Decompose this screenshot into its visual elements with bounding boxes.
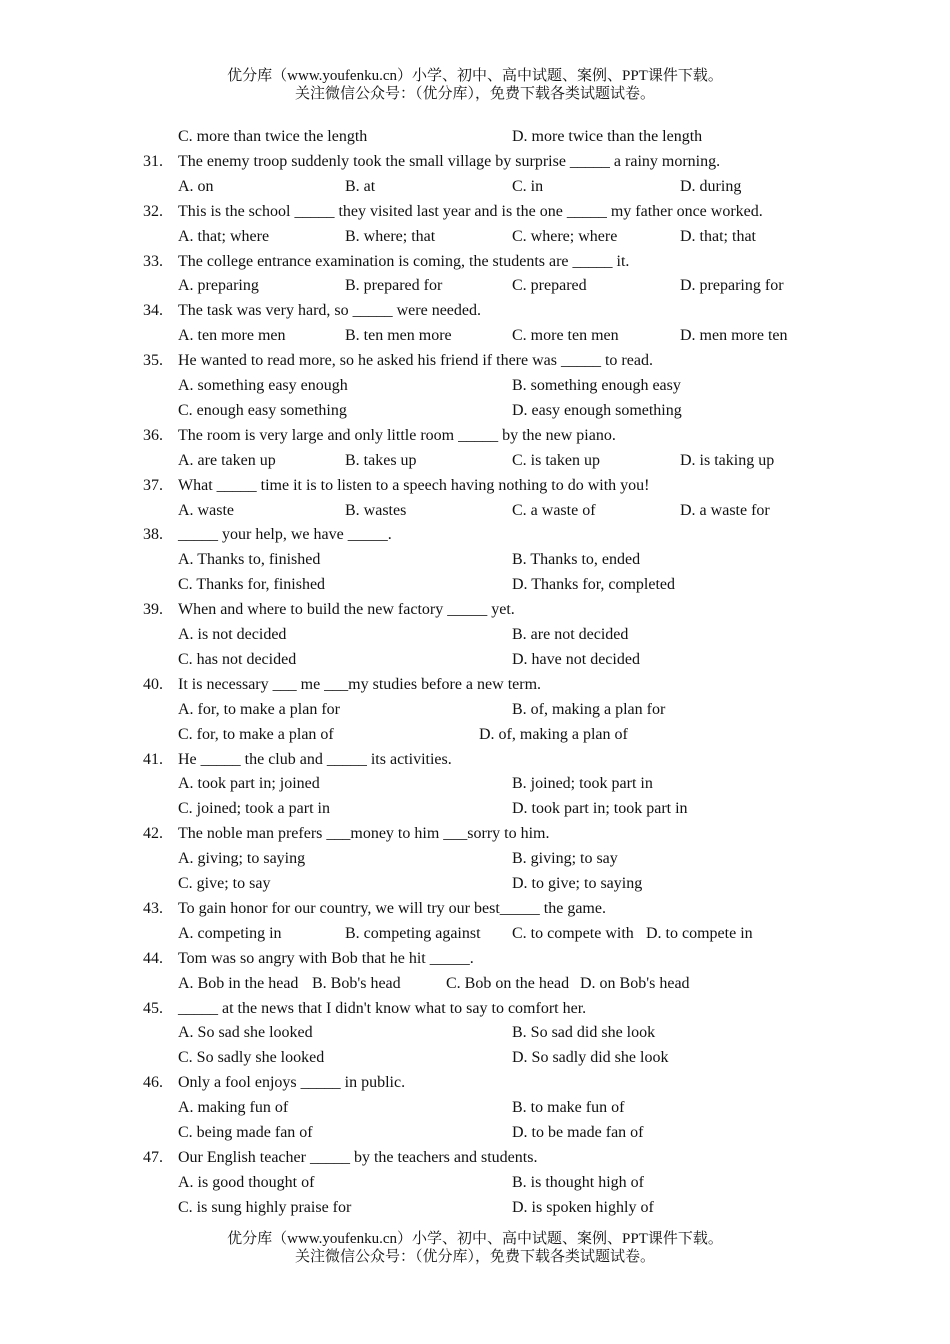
- footer-line-2: 关注微信公众号：（优分库），免费下载各类试题试卷。: [294, 1249, 655, 1265]
- question-number: 46.: [143, 1074, 163, 1092]
- question-text: Only a fool enjoys _____ in public.: [178, 1074, 406, 1092]
- answer-option: B. takes up: [345, 451, 417, 469]
- answer-option: C. joined; took a part in: [178, 800, 330, 818]
- options-row: [0, 498, 950, 523]
- options-row: [0, 224, 950, 249]
- question-row: [0, 298, 950, 323]
- options-row: [0, 1170, 950, 1195]
- options-row: [0, 647, 950, 672]
- question-number: 42.: [143, 825, 163, 843]
- answer-option: D. have not decided: [512, 650, 640, 668]
- answer-option: B. something enough easy: [512, 377, 681, 394]
- answer-option: A. for, to make a plan for: [178, 700, 340, 718]
- answer-option: A. competing in: [178, 924, 282, 942]
- question-text: He _____ the club and _____ its activities.: [178, 750, 452, 768]
- answer-option: B. Thanks to, ended: [512, 551, 641, 569]
- options-row: [0, 448, 950, 473]
- answer-option: D. Thanks for, completed: [512, 576, 676, 594]
- answer-option: A. So sad she looked: [178, 1024, 313, 1042]
- answer-option: A. preparing: [178, 277, 259, 295]
- question-text: The room is very large and only little room _____ by the new piano.: [178, 426, 616, 444]
- answer-option: C. is taken up: [512, 451, 600, 469]
- question-number: 41.: [143, 750, 163, 768]
- answer-option: B. to make fun of: [512, 1099, 625, 1117]
- question-row: [0, 473, 950, 498]
- answer-option: B. ten men more: [345, 327, 452, 345]
- answer-option: D. a waste for: [680, 501, 770, 519]
- answer-option: C. enough easy something: [178, 401, 347, 419]
- header-line-1: 优分库（www.youfenku.cn）小学、初中、高中试题、案例、PPT课件下载。: [227, 68, 723, 84]
- question-text: To gain honor for our country, we will try our best_____ the game.: [178, 899, 606, 917]
- question-row: [0, 348, 950, 373]
- answer-option: A. that; where: [178, 227, 270, 245]
- answer-option: B. Bob's head: [312, 974, 401, 992]
- question-text: The noble man prefers ___money to him ___sorry to him.: [178, 825, 550, 843]
- question-text: The task was very hard, so _____ were needed.: [178, 302, 482, 320]
- options-row: [0, 697, 950, 722]
- options-row: [0, 771, 950, 796]
- question-text: When and where to build the new factory _____ yet.: [178, 601, 515, 619]
- answer-option: B. of, making a plan for: [512, 700, 666, 718]
- answer-option: D. So sadly did she look: [512, 1049, 669, 1067]
- answer-option: D. to give; to saying: [512, 875, 643, 892]
- question-text: _____ your help, we have _____.: [178, 526, 392, 544]
- question-text: Tom was so angry with Bob that he hit _____.: [178, 949, 474, 967]
- header-line-2: 关注微信公众号：（优分库），免费下载各类试题试卷。: [294, 86, 655, 102]
- question-row: [0, 149, 950, 174]
- question-row: [0, 946, 950, 971]
- options-row: [0, 622, 950, 647]
- answer-option: B. joined; took part in: [512, 775, 653, 793]
- answer-option: D. took part in; took part in: [512, 800, 688, 818]
- question-text: He wanted to read more, so he asked his friend if there was _____ to read.: [178, 352, 653, 370]
- answer-option: C. is sung highly praise for: [178, 1198, 352, 1216]
- answer-option: C. give; to say: [178, 875, 271, 892]
- question-number: 43.: [143, 899, 163, 917]
- answer-option: C. where; where: [512, 227, 618, 245]
- options-row: [0, 1095, 950, 1120]
- options-row: [0, 124, 950, 149]
- options-row: [0, 323, 950, 348]
- question-row: [0, 996, 950, 1021]
- options-row: [0, 971, 950, 996]
- question-number: 31.: [143, 152, 163, 170]
- answer-option: A. ten more men: [178, 327, 286, 345]
- question-row: [0, 423, 950, 448]
- options-row: [0, 722, 950, 747]
- question-row: [0, 672, 950, 697]
- question-number: 44.: [143, 949, 163, 967]
- answer-option: A. on: [178, 177, 214, 195]
- question-number: 39.: [143, 601, 163, 619]
- options-row: [0, 373, 950, 398]
- question-number: 40.: [143, 675, 163, 693]
- page-footer: [0, 1230, 950, 1266]
- options-row: [0, 1195, 950, 1220]
- question-row: [0, 597, 950, 622]
- answer-option: C. being made fan of: [178, 1124, 313, 1141]
- answer-option: B. wastes: [345, 501, 407, 519]
- answer-option: D. preparing for: [680, 277, 784, 295]
- answer-option: B. at: [345, 177, 376, 195]
- answer-option: A. are taken up: [178, 451, 276, 469]
- options-row: [0, 174, 950, 199]
- question-number: 34.: [143, 302, 163, 320]
- options-row: [0, 1120, 950, 1145]
- answer-option: A. something easy enough: [178, 377, 348, 394]
- answer-option: A. Thanks to, finished: [178, 551, 321, 569]
- question-row: [0, 522, 950, 547]
- options-row: [0, 1020, 950, 1045]
- answer-option: B. where; that: [345, 227, 436, 245]
- question-number: 37.: [143, 476, 163, 494]
- question-text: It is necessary ___ me ___my studies before a new term.: [178, 675, 542, 693]
- answer-option: A. Bob in the head: [178, 974, 299, 992]
- question-text: The enemy troop suddenly took the small village by surprise _____ a rainy morning.: [178, 152, 721, 170]
- question-row: [0, 249, 950, 274]
- question-row: [0, 1145, 950, 1170]
- question-text: The college entrance examination is coming, the students are _____ it.: [178, 252, 630, 270]
- answer-option: D. of, making a plan of: [479, 725, 628, 743]
- answer-option: C. has not decided: [178, 650, 297, 668]
- answer-option: A. making fun of: [178, 1099, 289, 1117]
- question-text: _____ at the news that I didn't know what to say to comfort her.: [178, 999, 587, 1017]
- options-row: [0, 273, 950, 298]
- question-row: [0, 896, 950, 921]
- answer-option: A. is not decided: [178, 626, 287, 643]
- options-row: [0, 398, 950, 423]
- answer-option: A. giving; to saying: [178, 850, 306, 868]
- answer-option: C. to compete with: [512, 924, 634, 942]
- answer-option: B. prepared for: [345, 277, 443, 295]
- answer-option: C. Bob on the head: [446, 974, 570, 992]
- answer-option: B. giving; to say: [512, 850, 618, 868]
- options-row: [0, 846, 950, 871]
- answer-option: B. is thought high of: [512, 1173, 645, 1191]
- options-row: [0, 796, 950, 821]
- question-row: [0, 821, 950, 846]
- options-row: [0, 1045, 950, 1070]
- question-number: 32.: [143, 202, 163, 220]
- answer-option: D. is taking up: [680, 451, 775, 469]
- answer-option: A. is good thought of: [178, 1173, 315, 1191]
- answer-option: C. a waste of: [512, 501, 596, 519]
- answer-option: D. more twice than the length: [512, 128, 703, 145]
- answer-option: D. is spoken highly of: [512, 1198, 654, 1216]
- answer-option: D. men more ten: [680, 327, 788, 345]
- answer-option: C. for, to make a plan of: [178, 725, 334, 743]
- question-row: [0, 199, 950, 224]
- footer-line-1: 优分库（www.youfenku.cn）小学、初中、高中试题、案例、PPT课件下载。: [227, 1231, 723, 1247]
- options-row: [0, 572, 950, 597]
- options-row: [0, 547, 950, 572]
- answer-option: A. took part in; joined: [178, 775, 320, 793]
- options-row: [0, 871, 950, 896]
- answer-option: C. prepared: [512, 277, 587, 295]
- options-row: [0, 921, 950, 946]
- answer-option: C. Thanks for, finished: [178, 576, 326, 594]
- answer-option: B. competing against: [345, 924, 481, 942]
- answer-option: C. in: [512, 177, 544, 195]
- answer-option: D. that; that: [680, 227, 756, 245]
- question-number: 36.: [143, 426, 163, 444]
- answer-option: D. to be made fan of: [512, 1124, 644, 1141]
- page-header: [0, 67, 950, 103]
- question-text: This is the school _____ they visited last year and is the one _____ my father once worked.: [178, 202, 763, 220]
- question-number: 45.: [143, 999, 163, 1017]
- answer-option: C. more than twice the length: [178, 128, 368, 145]
- question-number: 38.: [143, 526, 163, 544]
- answer-option: B. are not decided: [512, 626, 629, 643]
- answer-option: A. waste: [178, 501, 234, 519]
- answer-option: C. So sadly she looked: [178, 1049, 325, 1067]
- answer-option: C. more ten men: [512, 327, 619, 345]
- answer-option: D. to compete in: [646, 924, 753, 942]
- question-number: 35.: [143, 352, 163, 370]
- answer-option: D. during: [680, 177, 742, 195]
- answer-option: D. on Bob's head: [580, 974, 690, 992]
- answer-option: D. easy enough something: [512, 401, 682, 419]
- question-row: [0, 747, 950, 772]
- question-text: What _____ time it is to listen to a speech having nothing to do with you!: [178, 476, 650, 494]
- question-number: 33.: [143, 252, 163, 270]
- question-row: [0, 1070, 950, 1095]
- question-number: 47.: [143, 1148, 163, 1166]
- question-text: Our English teacher _____ by the teachers and students.: [178, 1148, 538, 1166]
- answer-option: B. So sad did she look: [512, 1024, 656, 1042]
